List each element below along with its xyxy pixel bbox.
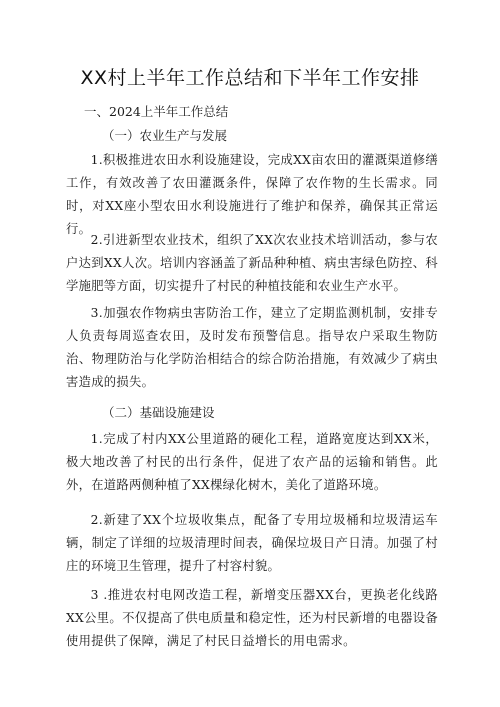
paragraph-road-hardening: 1.完成了村内XX公里道路的硬化工程，道路宽度达到XX米，极大地改善了村民的出行条件，促进了农产品的运输和销售。此外，在道路两侧种植了XX棵绿化树木，美化了道路环境。	[66, 432, 438, 492]
paragraph-irrigation: 1.积极推进农田水利设施建设，完成XX亩农田的灌溉渠道修缮工作，有效改善了农田灌溉条件，保障了农作物的生长需求。同时，对XX座小型农田水利设施进行了维护和保养，确保其正常运行。	[66, 153, 438, 236]
document-title: XX村上半年工作总结和下半年工作安排	[80, 67, 420, 89]
paragraph-agri-technology: 2.引进新型农业技术，组织了XX次农业技术培训活动，参与农户达到XX人次。培训内容涵盖了新品种种植、病虫害绿色防控、科学施肥等方面，切实提升了村民的种植技能和农业生产水平。	[66, 233, 438, 293]
section-heading-2024-h1-summary: 一、2024上半年工作总结	[84, 104, 229, 119]
paragraph-garbage-collection: 2.新建了XX个垃圾收集点，配备了专用垃圾桶和垃圾清运车辆，制定了详细的垃圾清理时间表，确保垃圾日产日清。加强了村庄的环境卫生管理，提升了村容村貌。	[66, 513, 438, 573]
paragraph-power-grid: 3 .推进农村电网改造工程，新增变压器XX台，更换老化线路XX公里。不仅提高了供电质量和稳定性，还为村民新增的电器设备使用提供了保障，满足了村民日益增长的用电需求。	[66, 588, 438, 648]
subsection-heading-agriculture: （一）农业生产与发展	[102, 128, 228, 143]
subsection-heading-infrastructure: （二）基础设施建设	[102, 405, 215, 420]
paragraph-pest-control: 3.加强农作物病虫害防治工作，建立了定期监测机制，安排专人负责每周巡查农田，及时发布预警信息。指导农户采取生物防治、物理防治与化学防治相结合的综合防治措施，有效减少了病虫害造成的损失。	[66, 306, 438, 389]
